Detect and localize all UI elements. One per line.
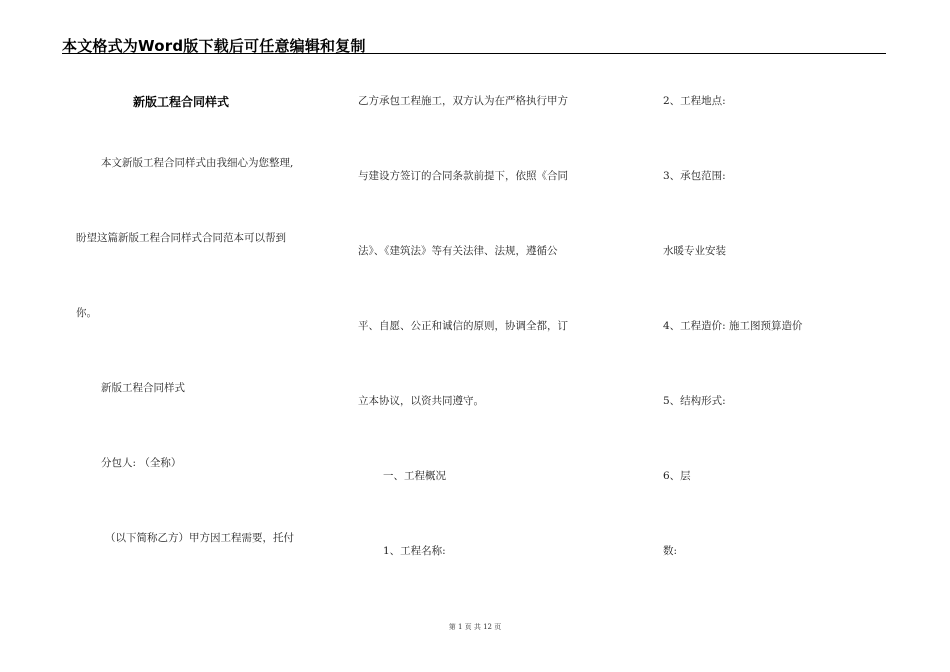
col2-line-2: 与建设方签订的合同条款前提下，依照《合同 bbox=[358, 170, 568, 182]
col2-line-5: 立本协议，以资共同遵守。 bbox=[358, 395, 484, 407]
col3-line-1: 2、工程地点: bbox=[663, 95, 726, 107]
col2-line-6: 一、工程概况 bbox=[383, 470, 446, 482]
col1-line-3: 你。 bbox=[76, 307, 97, 319]
col3-line-7: 数: bbox=[663, 545, 678, 557]
page-number-footer: 第 1 页 共 12 页 bbox=[448, 623, 502, 631]
col3-line-6: 6、层 bbox=[663, 470, 691, 482]
col3-line-3: 水暖专业安装 bbox=[663, 245, 726, 257]
col3-line-4: 4、工程造价: 施工图预算造价 bbox=[663, 320, 803, 332]
col1-line-1: 本文新版工程合同样式由我细心为您整理, bbox=[101, 157, 294, 169]
page-header-title: 本文格式为Word版下载后可任意编辑和复制 bbox=[62, 37, 366, 55]
col1-line-2: 盼望这篇新版工程合同样式合同范本可以帮到 bbox=[76, 232, 286, 244]
col1-line-5: 分包人: （全称） bbox=[101, 457, 182, 469]
document-title: 新版工程合同样式 bbox=[133, 95, 230, 109]
col3-line-5: 5、结构形式: bbox=[663, 395, 726, 407]
col1-line-6: （以下简称乙方）甲方因工程需要，托付 bbox=[105, 532, 294, 544]
col2-line-7: 1、工程名称: bbox=[383, 545, 446, 557]
col2-line-1: 乙方承包工程施工，双方认为在严格执行甲方 bbox=[358, 95, 568, 107]
header-divider bbox=[62, 53, 886, 54]
col1-line-4: 新版工程合同样式 bbox=[101, 382, 185, 394]
col2-line-4: 平、自愿、公正和诚信的原则，协调全都，订 bbox=[358, 320, 568, 332]
col3-line-2: 3、承包范围: bbox=[663, 170, 726, 182]
col2-line-3: 法》、《建筑法》等有关法律、法规，遵循公 bbox=[358, 245, 558, 257]
